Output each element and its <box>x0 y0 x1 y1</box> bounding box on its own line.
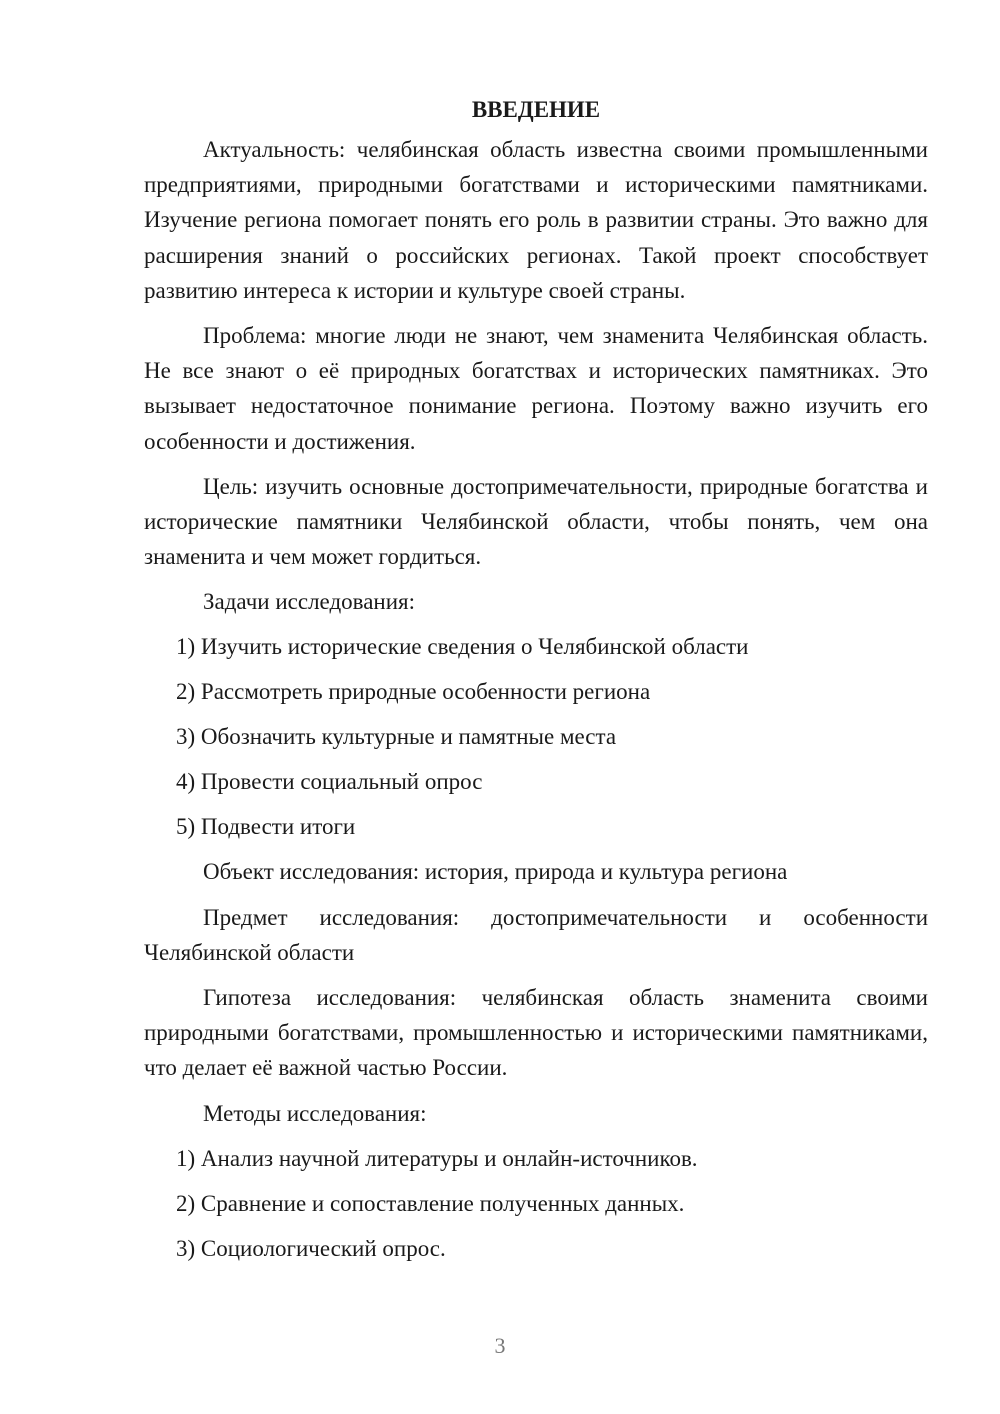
spacer <box>144 664 928 674</box>
spacer <box>144 459 928 469</box>
task-item: 5) Подвести итоги <box>176 814 356 840</box>
methods-heading: Методы исследования: <box>203 1100 427 1126</box>
problem-paragraph: Проблема: многие люди не знают, чем знаменита Челябинская область. Не все знают о её природных богатствах и исторических памятниках. Это вызывает недостаточное понимание региона. Поэтому важно изучить его особенности и достижения. <box>144 323 928 454</box>
method-item: 1) Анализ научной литературы и онлайн-источников. <box>176 1145 698 1171</box>
spacer <box>144 1176 928 1186</box>
spacer <box>144 1086 928 1096</box>
page-number: 3 <box>494 1333 506 1358</box>
spacer <box>144 799 928 809</box>
method-item: 2) Сравнение и сопоставление полученных данных. <box>176 1190 685 1216</box>
spacer <box>144 1131 928 1141</box>
task-item: 1) Изучить исторические сведения о Челябинской области <box>176 634 749 660</box>
spacer <box>144 709 928 719</box>
spacer <box>144 574 928 584</box>
relevance-paragraph: Актуальность: челябинская область известна своими промышленными предприятиями, природными богатствами и историческими памятниками. Изучение региона помогает понять его роль в развитии страны. Это важно для расширения знаний о российских регионах. Такой проект способствует развитию интереса к истории и культуре своей страны. <box>144 137 928 303</box>
task-item: 4) Провести социальный опрос <box>176 769 483 795</box>
spacer <box>144 890 928 900</box>
tasks-heading: Задачи исследования: <box>203 589 416 615</box>
task-item: 3) Обозначить культурные и памятные места <box>176 724 617 750</box>
task-item: 2) Рассмотреть природные особенности региона <box>176 679 651 705</box>
subject-paragraph: Предмет исследования: достопримечательности и особенности Челябинской области <box>144 904 928 965</box>
document-title: ВВЕДЕНИЕ <box>471 97 601 122</box>
spacer <box>144 970 928 980</box>
method-item: 3) Социологический опрос. <box>176 1235 446 1261</box>
spacer <box>144 844 928 854</box>
hypothesis-paragraph: Гипотеза исследования: челябинская область знаменита своими природными богатствами, промышленностью и историческими памятниками, что делает её важной частью России. <box>144 985 928 1081</box>
spacer <box>144 754 928 764</box>
spacer <box>144 308 928 318</box>
document-page <box>144 92 928 1266</box>
object-paragraph: Объект исследования: история, природа и культура региона <box>203 859 788 885</box>
goal-paragraph: Цель: изучить основные достопримечательности, природные богатства и исторические памятники Челябинской области, чтобы понять, чем она знаменита и чем может гордиться. <box>144 473 928 570</box>
spacer <box>144 1221 928 1231</box>
spacer <box>144 619 928 629</box>
